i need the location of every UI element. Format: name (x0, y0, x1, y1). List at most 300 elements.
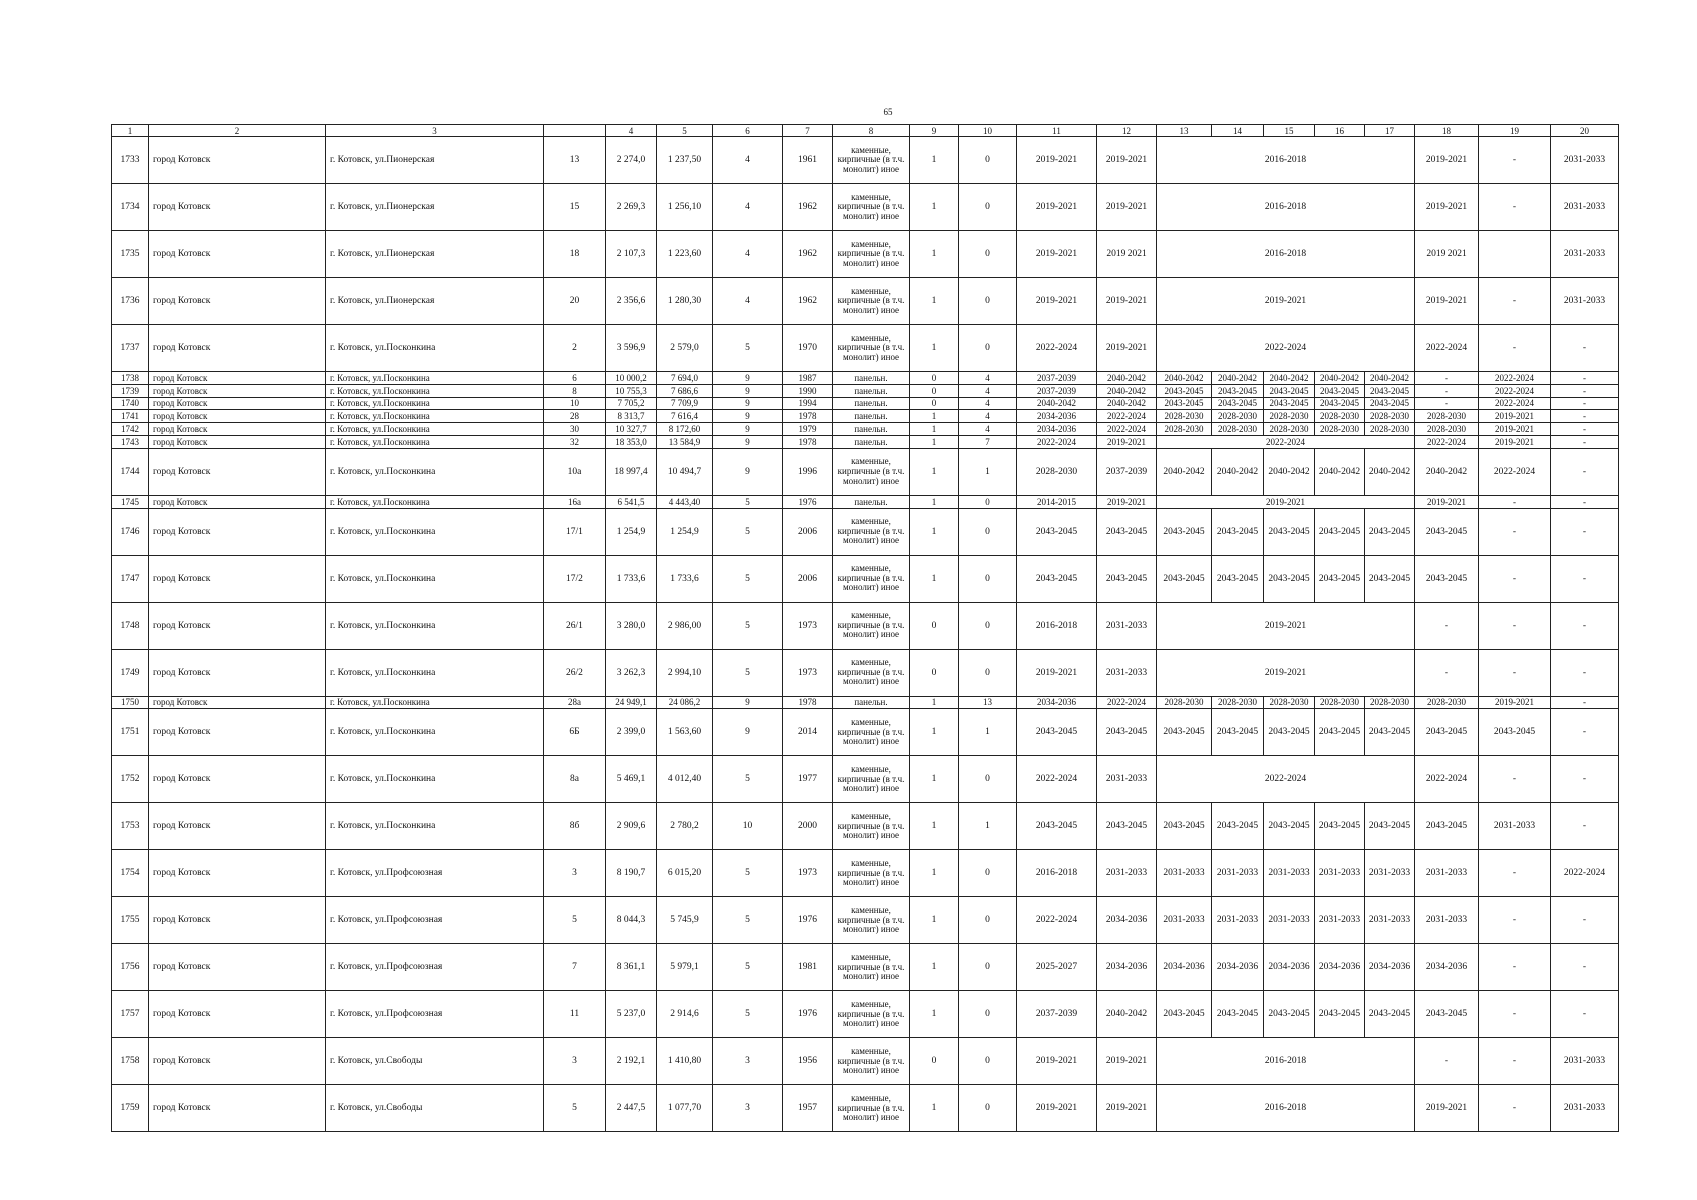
cell-c15: 2043-2045 (1264, 508, 1315, 555)
cell-floors: 9 (713, 372, 783, 385)
cell-c9: 0 (910, 602, 959, 649)
cell-c20: - (1551, 709, 1619, 756)
cell-material: панельн. (833, 495, 910, 508)
cell-c9: 1 (910, 850, 959, 897)
cell-c14: 2043-2045 (1212, 709, 1264, 756)
cell-house: 30 (544, 423, 606, 436)
cell-c20: 2031-2033 (1551, 184, 1619, 231)
cell-c17: 2028-2030 (1365, 410, 1415, 423)
cell-material: панельн. (833, 435, 910, 448)
cell-c12: 2022-2024 (1097, 423, 1157, 436)
column-number-header: 1 (112, 125, 149, 137)
cell-total-area: 18 997,4 (606, 448, 657, 495)
cell-c9: 1 (910, 495, 959, 508)
cell-settlement: город Котовск (149, 756, 326, 803)
cell-total-area: 1 733,6 (606, 555, 657, 602)
cell-c9: 1 (910, 278, 959, 325)
column-number-header: 14 (1212, 125, 1264, 137)
cell-c9: 1 (910, 897, 959, 944)
cell-living-area: 7 694,0 (657, 372, 713, 385)
cell-floors: 9 (713, 448, 783, 495)
cell-c12: 2031-2033 (1097, 756, 1157, 803)
cell-c10: 1 (959, 709, 1017, 756)
cell-settlement: город Котовск (149, 448, 326, 495)
cell-c10: 0 (959, 278, 1017, 325)
cell-c11: 2022-2024 (1017, 325, 1097, 372)
cell-c12: 2019-2021 (1097, 278, 1157, 325)
cell-year: 1973 (783, 649, 833, 696)
cell-total-area: 8 044,3 (606, 897, 657, 944)
cell-settlement: город Котовск (149, 850, 326, 897)
cell-c16: 2043-2045 (1315, 555, 1365, 602)
cell-floors: 5 (713, 897, 783, 944)
column-number-header: 13 (1157, 125, 1212, 137)
cell-c13: 2040-2042 (1157, 448, 1212, 495)
cell-c9: 0 (910, 1038, 959, 1085)
cell-c17: 2028-2030 (1365, 696, 1415, 709)
cell-c10: 0 (959, 231, 1017, 278)
cell-house: 18 (544, 231, 606, 278)
cell-total-area: 2 399,0 (606, 709, 657, 756)
cell-floors: 9 (713, 423, 783, 436)
cell-total-area: 8 190,7 (606, 850, 657, 897)
cell-material: каменные, кирпичные (в т.ч. монолит) иное (833, 231, 910, 278)
cell-c9: 1 (910, 1085, 959, 1132)
cell-c10: 0 (959, 602, 1017, 649)
cell-floors: 5 (713, 495, 783, 508)
cell-house: 13 (544, 137, 606, 184)
cell-living-area: 5 745,9 (657, 897, 713, 944)
cell-c12: 2022-2024 (1097, 410, 1157, 423)
cell-settlement: город Котовск (149, 423, 326, 436)
cell-settlement: город Котовск (149, 649, 326, 696)
cell-c11: 2040-2042 (1017, 397, 1097, 410)
table-row (112, 325, 1619, 372)
cell-year: 1978 (783, 410, 833, 423)
cell-living-area: 10 494,7 (657, 448, 713, 495)
cell-c11: 2043-2045 (1017, 508, 1097, 555)
cell-c13: 2043-2045 (1157, 803, 1212, 850)
cell-address: г. Котовск, ул.Посконкина (326, 325, 544, 372)
cell-c10: 0 (959, 944, 1017, 991)
cell-c10: 4 (959, 397, 1017, 410)
cell-c15: 2028-2030 (1264, 423, 1315, 436)
cell-id: 1740 (112, 397, 149, 410)
cell-c9: 1 (910, 709, 959, 756)
cell-material: каменные, кирпичные (в т.ч. монолит) иное (833, 803, 910, 850)
cell-house: 17/2 (544, 555, 606, 602)
cell-c12: 2043-2045 (1097, 803, 1157, 850)
cell-c15: 2043-2045 (1264, 803, 1315, 850)
cell-c19: - (1479, 897, 1551, 944)
cell-c14: 2043-2045 (1212, 555, 1264, 602)
column-number-header: 15 (1264, 125, 1315, 137)
cell-c11: 2019-2021 (1017, 1038, 1097, 1085)
cell-id: 1735 (112, 231, 149, 278)
cell-c19: - (1479, 991, 1551, 1038)
cell-merged-13-17: 2022-2024 (1157, 756, 1415, 803)
cell-c10: 0 (959, 649, 1017, 696)
cell-total-area: 2 909,6 (606, 803, 657, 850)
cell-c11: 2025-2027 (1017, 944, 1097, 991)
column-number-header: 19 (1479, 125, 1551, 137)
cell-c16: 2028-2030 (1315, 410, 1365, 423)
cell-c15: 2043-2045 (1264, 397, 1315, 410)
cell-year: 1976 (783, 991, 833, 1038)
column-number-header: 18 (1415, 125, 1479, 137)
cell-id: 1745 (112, 495, 149, 508)
cell-address: г. Котовск, ул.Посконкина (326, 435, 544, 448)
cell-total-area: 2 447,5 (606, 1085, 657, 1132)
cell-c20: 2031-2033 (1551, 231, 1619, 278)
cell-c13: 2040-2042 (1157, 372, 1212, 385)
cell-c18: 2028-2030 (1415, 410, 1479, 423)
cell-house: 2 (544, 325, 606, 372)
cell-c12: 2031-2033 (1097, 649, 1157, 696)
cell-total-area: 10 755,3 (606, 384, 657, 397)
cell-c20: - (1551, 944, 1619, 991)
cell-c10: 4 (959, 384, 1017, 397)
cell-year: 1994 (783, 397, 833, 410)
column-number-header: 2 (149, 125, 326, 137)
cell-c18: 2043-2045 (1415, 555, 1479, 602)
cell-c19: 2022-2024 (1479, 397, 1551, 410)
cell-floors: 9 (713, 410, 783, 423)
cell-floors: 4 (713, 184, 783, 231)
cell-total-area: 6 541,5 (606, 495, 657, 508)
cell-c18: 2019-2021 (1415, 1085, 1479, 1132)
cell-c11: 2014-2015 (1017, 495, 1097, 508)
cell-house: 3 (544, 850, 606, 897)
cell-material: каменные, кирпичные (в т.ч. монолит) иное (833, 325, 910, 372)
cell-c10: 0 (959, 756, 1017, 803)
cell-year: 1987 (783, 372, 833, 385)
cell-c13: 2031-2033 (1157, 897, 1212, 944)
cell-living-area: 4 443,40 (657, 495, 713, 508)
cell-material: каменные, кирпичные (в т.ч. монолит) иное (833, 944, 910, 991)
cell-house: 8 (544, 384, 606, 397)
cell-merged-13-17: 2019-2021 (1157, 602, 1415, 649)
cell-c10: 0 (959, 1085, 1017, 1132)
cell-address: г. Котовск, ул.Посконкина (326, 410, 544, 423)
cell-year: 2006 (783, 508, 833, 555)
cell-c13: 2028-2030 (1157, 423, 1212, 436)
cell-c20: - (1551, 602, 1619, 649)
cell-address: г. Котовск, ул.Посконкина (326, 555, 544, 602)
column-number-header (544, 125, 606, 137)
table-row (112, 435, 1619, 448)
cell-floors: 5 (713, 991, 783, 1038)
cell-floors: 3 (713, 1085, 783, 1132)
cell-c12: 2019-2021 (1097, 1085, 1157, 1132)
cell-c12: 2040-2042 (1097, 372, 1157, 385)
cell-total-area: 10 327,7 (606, 423, 657, 436)
cell-c9: 1 (910, 231, 959, 278)
cell-id: 1737 (112, 325, 149, 372)
cell-settlement: город Котовск (149, 184, 326, 231)
cell-house: 5 (544, 1085, 606, 1132)
cell-c9: 0 (910, 372, 959, 385)
cell-c10: 7 (959, 435, 1017, 448)
cell-c10: 0 (959, 508, 1017, 555)
cell-material: каменные, кирпичные (в т.ч. монолит) иное (833, 278, 910, 325)
cell-c10: 13 (959, 696, 1017, 709)
cell-c20: - (1551, 555, 1619, 602)
cell-c19: - (1479, 1085, 1551, 1132)
cell-settlement: город Котовск (149, 508, 326, 555)
cell-c20: - (1551, 435, 1619, 448)
cell-address: г. Котовск, ул.Посконкина (326, 602, 544, 649)
cell-id: 1751 (112, 709, 149, 756)
cell-floors: 10 (713, 803, 783, 850)
cell-year: 2014 (783, 709, 833, 756)
cell-material: каменные, кирпичные (в т.ч. монолит) иное (833, 1085, 910, 1132)
cell-material: панельн. (833, 384, 910, 397)
cell-c14: 2028-2030 (1212, 696, 1264, 709)
cell-house: 20 (544, 278, 606, 325)
cell-c15: 2031-2033 (1264, 850, 1315, 897)
cell-c14: 2043-2045 (1212, 991, 1264, 1038)
cell-id: 1756 (112, 944, 149, 991)
cell-year: 1981 (783, 944, 833, 991)
cell-floors: 9 (713, 709, 783, 756)
cell-year: 1962 (783, 184, 833, 231)
cell-floors: 4 (713, 278, 783, 325)
cell-c19: - (1479, 137, 1551, 184)
cell-address: г. Котовск, ул.Посконкина (326, 709, 544, 756)
cell-house: 6Б (544, 709, 606, 756)
cell-year: 1978 (783, 696, 833, 709)
cell-c9: 1 (910, 325, 959, 372)
cell-c11: 2043-2045 (1017, 803, 1097, 850)
cell-c16: 2043-2045 (1315, 384, 1365, 397)
cell-floors: 5 (713, 649, 783, 696)
cell-id: 1736 (112, 278, 149, 325)
cell-house: 7 (544, 944, 606, 991)
cell-c18: - (1415, 602, 1479, 649)
cell-material: каменные, кирпичные (в т.ч. монолит) иное (833, 709, 910, 756)
cell-house: 10а (544, 448, 606, 495)
cell-year: 1978 (783, 435, 833, 448)
column-number-header: 12 (1097, 125, 1157, 137)
table-row (112, 944, 1619, 991)
cell-house: 6 (544, 372, 606, 385)
cell-c20: - (1551, 397, 1619, 410)
cell-c19: - (1479, 508, 1551, 555)
cell-living-area: 1 410,80 (657, 1038, 713, 1085)
cell-c17: 2043-2045 (1365, 991, 1415, 1038)
cell-c10: 0 (959, 1038, 1017, 1085)
cell-c15: 2043-2045 (1264, 709, 1315, 756)
cell-c11: 2016-2018 (1017, 850, 1097, 897)
cell-id: 1734 (112, 184, 149, 231)
cell-c20: - (1551, 448, 1619, 495)
cell-c20: - (1551, 372, 1619, 385)
cell-living-area: 2 914,6 (657, 991, 713, 1038)
column-number-header: 9 (910, 125, 959, 137)
cell-c18: 2019-2021 (1415, 278, 1479, 325)
cell-c11: 2037-2039 (1017, 372, 1097, 385)
cell-house: 8б (544, 803, 606, 850)
cell-c16: 2034-2036 (1315, 944, 1365, 991)
cell-address: г. Котовск, ул.Пионерская (326, 231, 544, 278)
cell-c12: 2019-2021 (1097, 184, 1157, 231)
cell-c10: 0 (959, 325, 1017, 372)
cell-c16: 2043-2045 (1315, 397, 1365, 410)
cell-c17: 2028-2030 (1365, 423, 1415, 436)
cell-address: г. Котовск, ул.Посконкина (326, 508, 544, 555)
column-number-header: 11 (1017, 125, 1097, 137)
table-row (112, 184, 1619, 231)
cell-year: 1976 (783, 897, 833, 944)
cell-floors: 5 (713, 756, 783, 803)
cell-year: 1961 (783, 137, 833, 184)
column-number-header: 20 (1551, 125, 1619, 137)
cell-c15: 2031-2033 (1264, 897, 1315, 944)
cell-c18: 2043-2045 (1415, 709, 1479, 756)
cell-c9: 1 (910, 555, 959, 602)
cell-c14: 2028-2030 (1212, 410, 1264, 423)
cell-c15: 2028-2030 (1264, 696, 1315, 709)
cell-year: 1973 (783, 850, 833, 897)
cell-house: 8а (544, 756, 606, 803)
cell-c11: 2022-2024 (1017, 435, 1097, 448)
cell-living-area: 2 579,0 (657, 325, 713, 372)
cell-c20: - (1551, 423, 1619, 436)
table-row (112, 555, 1619, 602)
cell-c18: - (1415, 372, 1479, 385)
cell-c14: 2031-2033 (1212, 850, 1264, 897)
cell-c9: 1 (910, 696, 959, 709)
cell-year: 2000 (783, 803, 833, 850)
cell-c12: 2043-2045 (1097, 709, 1157, 756)
cell-address: г. Котовск, ул.Посконкина (326, 448, 544, 495)
cell-c19: 2022-2024 (1479, 372, 1551, 385)
cell-house: 5 (544, 897, 606, 944)
cell-c17: 2031-2033 (1365, 897, 1415, 944)
cell-id: 1752 (112, 756, 149, 803)
cell-total-area: 3 280,0 (606, 602, 657, 649)
cell-id: 1754 (112, 850, 149, 897)
cell-c9: 1 (910, 137, 959, 184)
cell-c9: 0 (910, 384, 959, 397)
cell-c10: 0 (959, 991, 1017, 1038)
cell-living-area: 7 709,9 (657, 397, 713, 410)
cell-c18: 2043-2045 (1415, 991, 1479, 1038)
cell-c12: 2034-2036 (1097, 897, 1157, 944)
cell-living-area: 6 015,20 (657, 850, 713, 897)
cell-c19: - (1479, 1038, 1551, 1085)
cell-living-area: 1 256,10 (657, 184, 713, 231)
cell-c19: - (1479, 184, 1551, 231)
cell-material: каменные, кирпичные (в т.ч. монолит) иное (833, 508, 910, 555)
cell-year: 1979 (783, 423, 833, 436)
cell-living-area: 1 733,6 (657, 555, 713, 602)
cell-living-area: 1 280,30 (657, 278, 713, 325)
cell-c12: 2031-2033 (1097, 602, 1157, 649)
cell-address: г. Котовск, ул.Посконкина (326, 756, 544, 803)
cell-c10: 1 (959, 448, 1017, 495)
cell-c9: 1 (910, 423, 959, 436)
cell-c12: 2019-2021 (1097, 325, 1157, 372)
cell-material: панельн. (833, 423, 910, 436)
cell-settlement: город Котовск (149, 137, 326, 184)
cell-c18: 2022-2024 (1415, 435, 1479, 448)
cell-c10: 0 (959, 555, 1017, 602)
cell-c13: 2043-2045 (1157, 709, 1212, 756)
cell-c10: 0 (959, 897, 1017, 944)
cell-c17: 2043-2045 (1365, 508, 1415, 555)
table-row (112, 850, 1619, 897)
table-row (112, 384, 1619, 397)
cell-c11: 2022-2024 (1017, 756, 1097, 803)
cell-c17: 2034-2036 (1365, 944, 1415, 991)
cell-id: 1738 (112, 372, 149, 385)
cell-c19: 2031-2033 (1479, 803, 1551, 850)
cell-settlement: город Котовск (149, 278, 326, 325)
cell-c18: 2040-2042 (1415, 448, 1479, 495)
column-number-header: 17 (1365, 125, 1415, 137)
cell-address: г. Котовск, ул.Посконкина (326, 423, 544, 436)
cell-c19: - (1479, 850, 1551, 897)
cell-c11: 2043-2045 (1017, 709, 1097, 756)
column-number-header: 5 (657, 125, 713, 137)
cell-c20: 2031-2033 (1551, 278, 1619, 325)
cell-living-area: 2 986,00 (657, 602, 713, 649)
cell-material: панельн. (833, 696, 910, 709)
cell-floors: 4 (713, 137, 783, 184)
table-row (112, 397, 1619, 410)
cell-c13: 2043-2045 (1157, 555, 1212, 602)
cell-c18: 2028-2030 (1415, 696, 1479, 709)
cell-living-area: 24 086,2 (657, 696, 713, 709)
cell-c16: 2040-2042 (1315, 372, 1365, 385)
cell-c10: 0 (959, 850, 1017, 897)
cell-c11: 2034-2036 (1017, 696, 1097, 709)
cell-c10: 4 (959, 410, 1017, 423)
cell-total-area: 2 107,3 (606, 231, 657, 278)
column-number-header: 3 (326, 125, 544, 137)
cell-c18: 2019-2021 (1415, 184, 1479, 231)
table-row (112, 803, 1619, 850)
cell-settlement: город Котовск (149, 991, 326, 1038)
cell-address: г. Котовск, ул.Профсоюзная (326, 991, 544, 1038)
cell-address: г. Котовск, ул.Пионерская (326, 278, 544, 325)
cell-house: 28 (544, 410, 606, 423)
cell-c18: 2019-2021 (1415, 495, 1479, 508)
cell-address: г. Котовск, ул.Посконкина (326, 803, 544, 850)
cell-c18: - (1415, 1038, 1479, 1085)
cell-c11: 2019-2021 (1017, 184, 1097, 231)
table-row (112, 410, 1619, 423)
cell-living-area: 1 254,9 (657, 508, 713, 555)
cell-total-area: 18 353,0 (606, 435, 657, 448)
cell-settlement: город Котовск (149, 372, 326, 385)
cell-c19: - (1479, 602, 1551, 649)
cell-total-area: 5 237,0 (606, 991, 657, 1038)
cell-id: 1747 (112, 555, 149, 602)
cell-house: 32 (544, 435, 606, 448)
cell-floors: 5 (713, 602, 783, 649)
cell-settlement: город Котовск (149, 410, 326, 423)
cell-living-area: 7 686,6 (657, 384, 713, 397)
cell-year: 1990 (783, 384, 833, 397)
cell-settlement: город Котовск (149, 897, 326, 944)
cell-material: панельн. (833, 410, 910, 423)
cell-c18: 2028-2030 (1415, 423, 1479, 436)
cell-address: г. Котовск, ул.Свободы (326, 1038, 544, 1085)
cell-c9: 1 (910, 944, 959, 991)
